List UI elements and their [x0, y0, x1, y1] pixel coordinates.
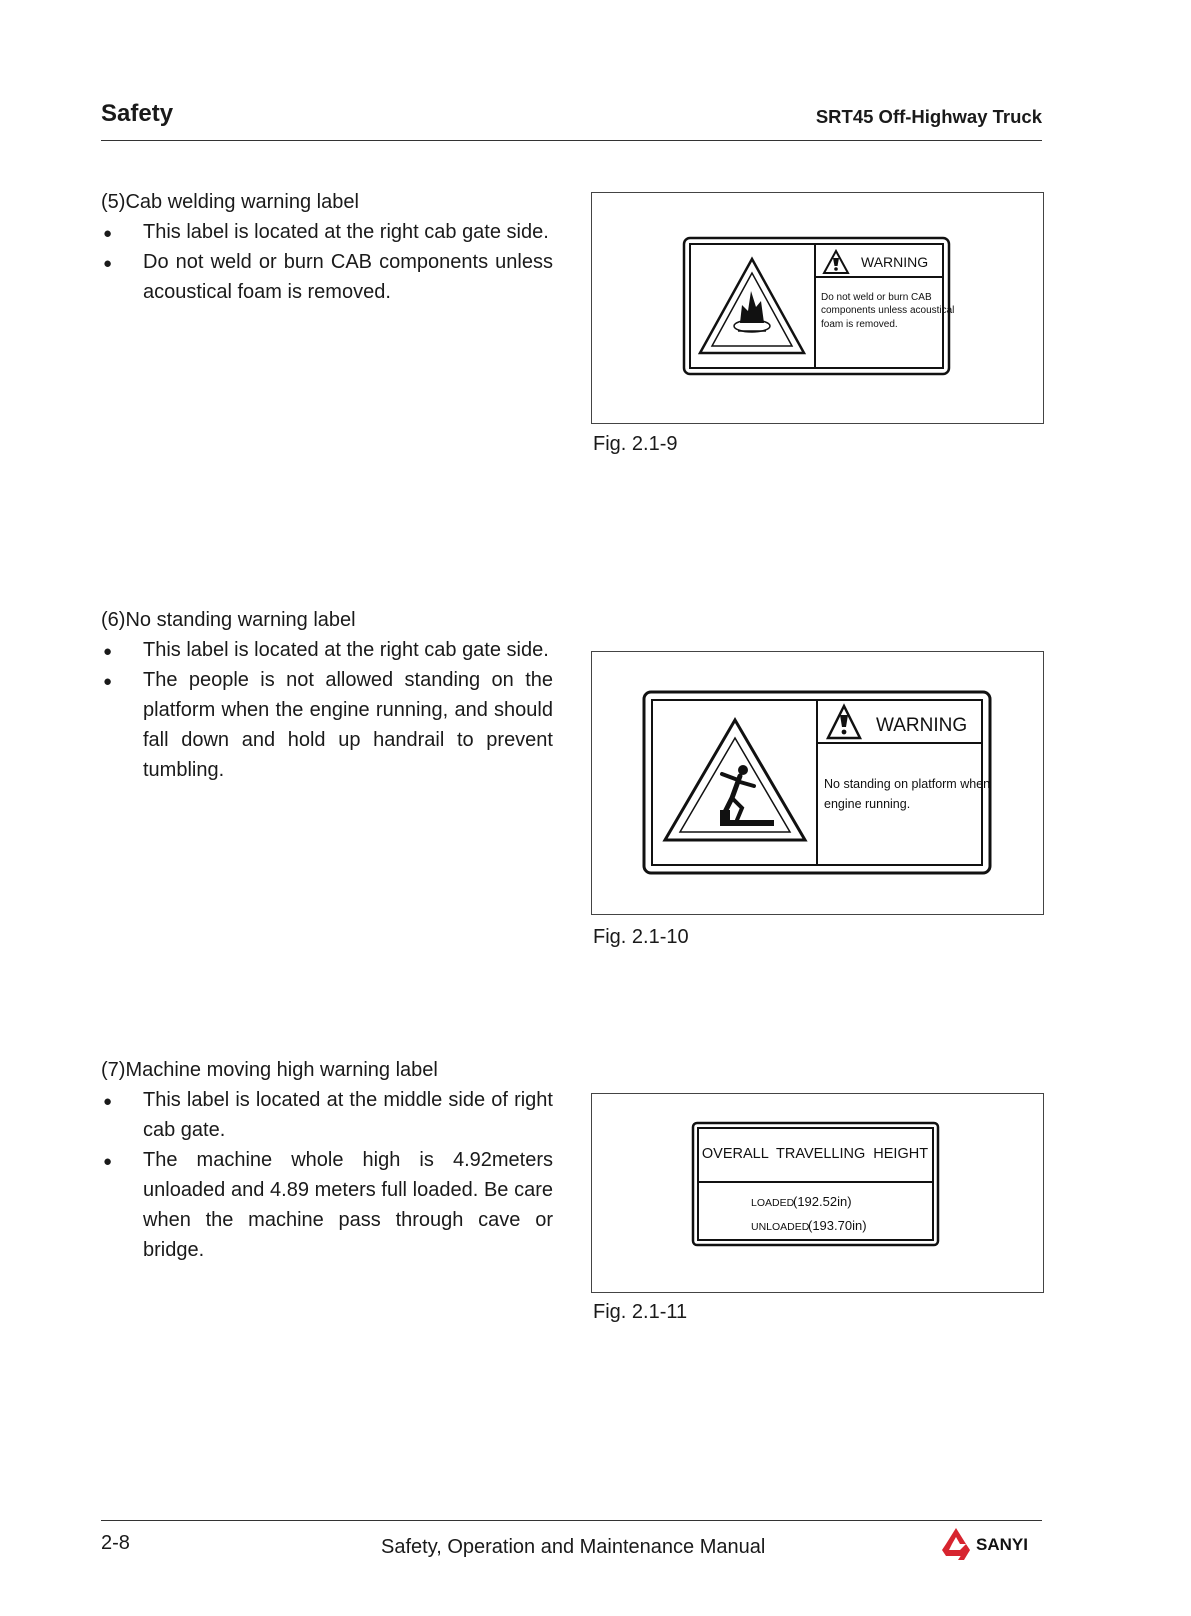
- bullet-icon: ●: [103, 1093, 113, 1110]
- section-heading: (7)Machine moving high warning label: [101, 1059, 438, 1081]
- figure-caption: Fig. 2.1-11: [593, 1301, 688, 1323]
- section-no-standing: [101, 605, 553, 785]
- bullet-list: [101, 1085, 553, 1265]
- label-heading: WARNING: [876, 715, 968, 736]
- bullet-icon: ●: [103, 673, 113, 690]
- figure-no-standing-label: [591, 651, 1044, 915]
- label-line: Do not weld or burn CAB: [821, 292, 932, 303]
- warning-icon: [828, 706, 860, 738]
- section-moving-height: [101, 1055, 553, 1265]
- sanyi-logo: [940, 1526, 1043, 1562]
- welding-warning-label-graphic: [592, 193, 1043, 423]
- section-title: Safety: [101, 100, 174, 127]
- bullet-icon: ●: [103, 643, 113, 660]
- loaded-label: LOADED: [751, 1197, 795, 1209]
- bullet-list: [101, 635, 553, 785]
- no-standing-warning-label-graphic: [592, 652, 1043, 914]
- figure-cab-welding-label: [591, 192, 1044, 424]
- slipping-person-icon: [665, 720, 805, 840]
- label-line: components unless acoustical: [821, 305, 955, 316]
- unloaded-label: UNLOADED: [751, 1221, 810, 1233]
- warning-icon: [824, 251, 848, 273]
- label-heading: WARNING: [861, 254, 929, 270]
- travelling-height-label-graphic: [592, 1094, 1043, 1292]
- label-line: engine running.: [824, 797, 911, 811]
- header-divider: [101, 140, 1042, 141]
- list-item: ● This label is located at the middle side of right cab gate.: [101, 1085, 553, 1145]
- list-item: ● This label is located at the right cab gate side.: [101, 635, 553, 665]
- loaded-value: (192.52in): [793, 1194, 852, 1209]
- list-item: ● The machine whole high is 4.92meters unloaded and 4.89 meters full loaded. Be care when the machine pass through cave or bridge.: [101, 1145, 553, 1265]
- figure-travelling-height-label: [591, 1093, 1044, 1293]
- list-item: ● The people is not allowed standing on the platform when the engine running, and should fall down and hold up handrail to prevent tumbling.: [101, 665, 553, 785]
- bullet-icon: ●: [103, 1153, 113, 1170]
- bullet-icon: ●: [103, 255, 113, 272]
- page-number: 2-8: [101, 1532, 130, 1554]
- sanyi-logo-icon: [940, 1526, 1043, 1562]
- bullet-list: [101, 217, 553, 307]
- label-line: foam is removed.: [821, 319, 898, 330]
- list-item: ● Do not weld or burn CAB components unless acoustical foam is removed.: [101, 247, 553, 307]
- document-title: SRT45 Off-Highway Truck: [815, 106, 1042, 127]
- label-line: No standing on platform when: [824, 777, 991, 791]
- label-heading: OVERALL TRAVELLING HEIGHT: [701, 1146, 929, 1162]
- unloaded-value: (193.70in): [808, 1218, 867, 1233]
- section-cab-welding: [101, 187, 553, 307]
- list-item: ● This label is located at the right cab gate side.: [101, 217, 553, 247]
- brand-name: SANYI: [976, 1535, 1028, 1554]
- figure-caption: Fig. 2.1-9: [593, 433, 678, 455]
- figure-caption: Fig. 2.1-10: [593, 926, 689, 948]
- fire-hazard-icon: [700, 259, 804, 353]
- bullet-icon: ●: [103, 225, 113, 242]
- section-heading: (6)No standing warning label: [101, 609, 356, 631]
- manual-title: Safety, Operation and Maintenance Manual: [381, 1536, 766, 1558]
- footer-divider: [101, 1520, 1042, 1521]
- section-heading: (5)Cab welding warning label: [101, 191, 359, 213]
